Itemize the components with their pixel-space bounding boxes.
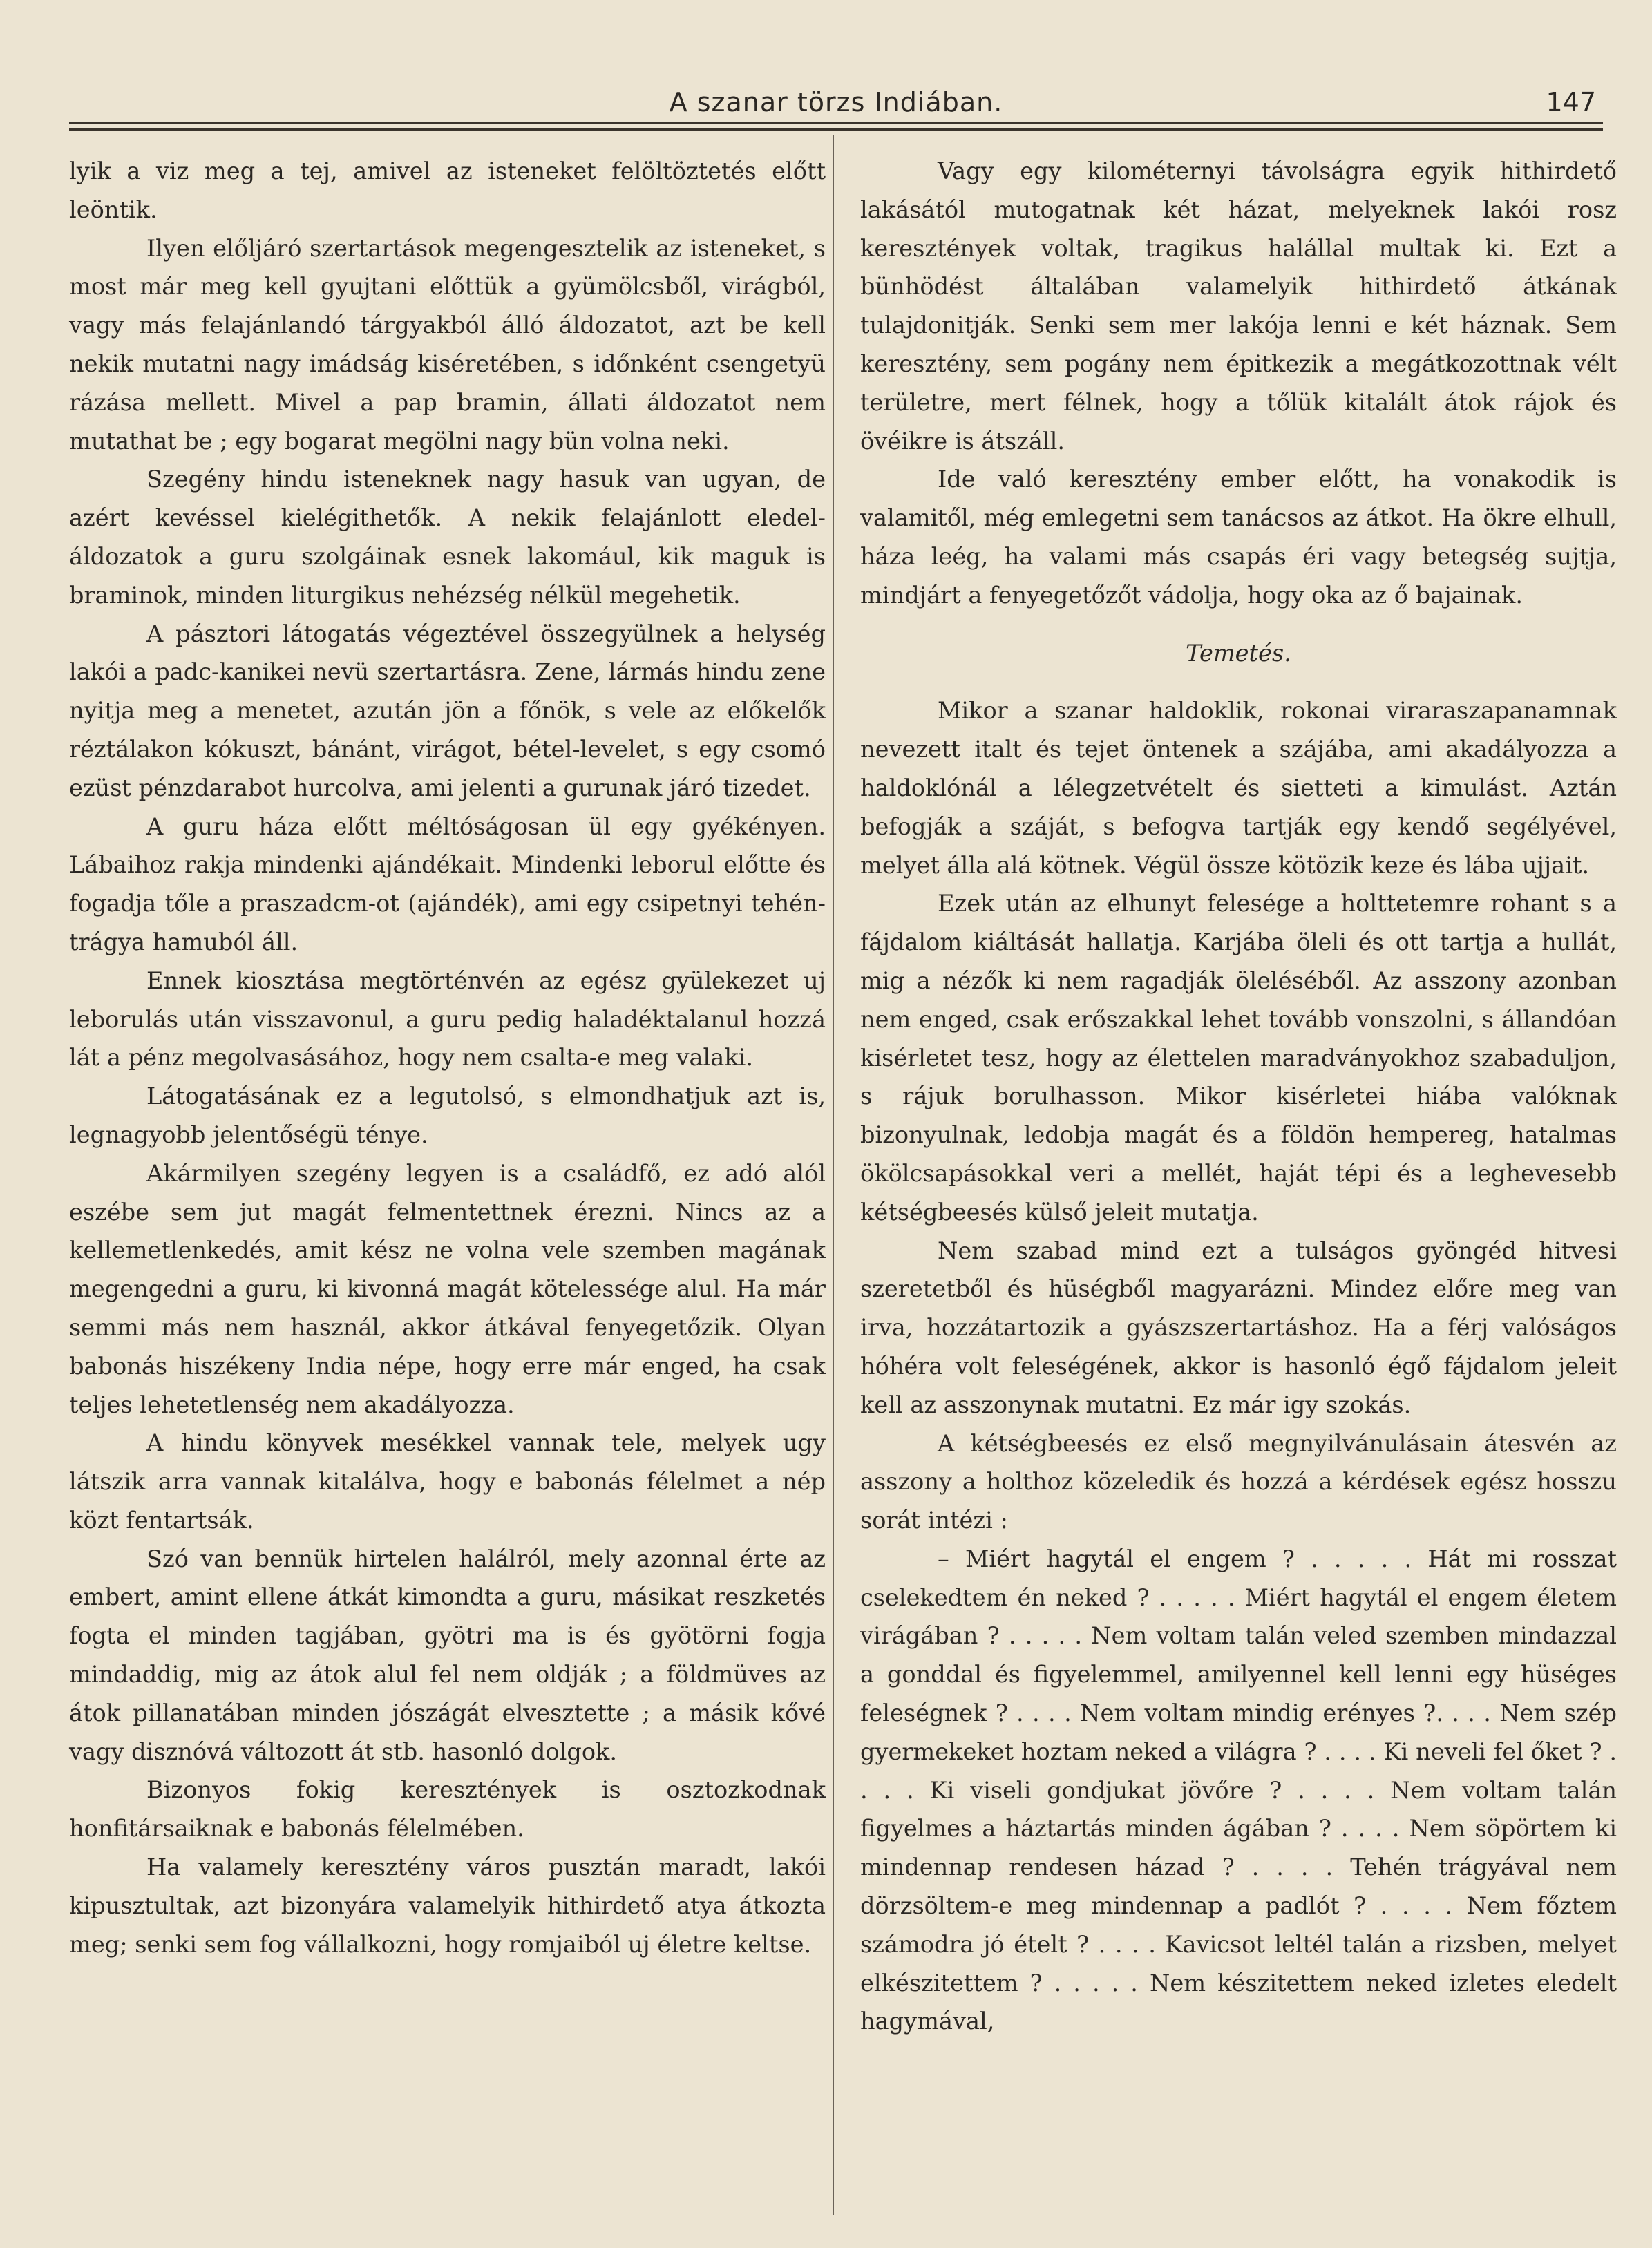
paragraph: – Miért hagytál el engem ? . . . . . Hát mi rosszat cselekedtem én neked ? . . . . . Miért hagytál el engem életem virágában ? . . . . . Nem voltam talán veled szemben mindazzal a gonddal és figyelemmel, amilyennel kell lenni egy hüséges feleségnek ? . . . . Nem voltam mindig erényes ?. . . . Nem szép gyermekeket hoztam neked a világra ? . . . . Ki neveli fel őket ? . . . . Ki viseli gondjukat jövőre ? . . . . Nem voltam talán figyelmes a háztartás minden ágában ? . . . . Nem söpörtem ki mindennap rendesen házad ? . . . . Tehén trágyával nem dörzsöltem-e meg mindennap a padlót ? . . . . Nem főztem számodra jó ételt ? . . . . Kavicsot leltél talán a rizsben, melyet elkészitettem ? . . . . . Nem készitettem neked izletes eledelt hagymával, [860, 1545, 1617, 2035]
paragraph: A kétségbeesés ez első megnyilvánulásain átesvén az asszony a holthoz közeledik és hozzá a kérdések egész hosszu sorát intézi : [860, 1429, 1617, 1534]
paragraph: Szó van bennük hirtelen halálról, mely azonnal érte az embert, amint ellene átkát kimondta a guru, másikat reszketés fogta el minden tagjában, gyötri ma is és gyötörni fogja mindaddig, mig az átok alul fel nem oldják ; a földmüves az átok pillanatában minden jószágát elvesztette ; a másik kővé vagy disznóvá változott át stb. hasonló dolgok. [69, 1545, 826, 1765]
paragraph: Akármilyen szegény legyen is a családfő, ez adó alól eszébe sem jut magát felmentettnek érezni. Nincs az a kellemetlenkedés, amit kész ne volna vele szemben magának megengedni a guru, ki kivonná magát kötelessége alul. Ha már semmi más nem használ, akkor átkával fenyegetőzik. Olyan babonás hiszékeny India népe, hogy erre már enged, ha csak teljes lehetetlenség nem akadályozza. [69, 1159, 826, 1418]
paragraph: Ilyen előljáró szertartások megengesztelik az isteneket, s most már meg kell gyujtani előttük a gyümölcsből, virágból, vagy más felajánlandó tárgyakból álló áldozatot, azt be kell nekik mutatni nagy imádság kiséretében, s időnként csengetyü rázása mellett. Mivel a pap bramin, állati áldozatot nem mutathat be ; egy bogarat megölni nagy bün volna neki. [69, 234, 826, 455]
paragraph: Mikor a szanar haldoklik, rokonai viraraszapanamnak nevezett italt és tejet öntenek a szájába, ami akadályozza a haldoklónál a lélegzetvételt és sietteti a kimulást. Aztán befogják a száját, s befogva tartják egy kendő segélyével, melyet álla alá kötnek. Végül össze kötözik keze és lába ujjait. [860, 697, 1617, 879]
header-rule-top [69, 122, 1603, 124]
paragraph: lyik a viz meg a tej, amivel az isteneket felöltöztetés előtt leöntik. [69, 158, 826, 223]
paragraph: Szegény hindu isteneknek nagy hasuk van ugyan, de azért kevéssel kielégithetők. A nekik felajánlott eledel-áldozatok a guru szolgáinak esnek lakomául, kik maguk is braminok, minden liturgikus nehézség nélkül megehetik. [69, 466, 826, 609]
paragraph: Ide való keresztény ember előtt, ha vonakodik is valamitől, még emlegetni sem tanácsos az átkot. Ha ökre elhull, háza leég, ha valami más csapás éri vagy betegség sujtja, mindjárt a fenyegetőzőt vádolja, hogy oka az ő bajainak. [860, 466, 1617, 609]
paragraph: Ha valamely keresztény város pusztán maradt, lakói kipusztultak, azt bizonyára valamelyik hithirdető atya átkozta meg; senki sem fog vállalkozni, hogy romjaiból uj életre keltse. [69, 1854, 826, 1958]
header-rule-bottom [69, 128, 1603, 131]
paragraph: A hindu könyvek mesékkel vannak tele, melyek ugy látszik arra vannak kitalálva, hogy e babonás félelmet a nép közt fentartsák. [69, 1429, 826, 1534]
paragraph: A guru háza előtt méltóságosan ül egy gyékényen. Lábaihoz rakja mindenki ajándékait. Mindenki leborul előtte és fogadja tőle a praszadcm-ot (ajándék), ami egy csipetnyi tehén-trágya hamuból áll. [69, 812, 826, 955]
section-heading: Temetés. [1186, 639, 1291, 667]
column-divider [833, 135, 834, 2215]
paragraph: Vagy egy kilométernyi távolságra egyik hithirdető lakásától mutogatnak két házat, melyeknek lakói rosz keresztények voltak, tragikus halállal multak ki. Ezt a bünhödést általában valamelyik hithirdető átkának tulajdonitják. Senki sem mer lakója lenni e két háznak. Sem keresztény, sem pogány nem épitkezik a megátkozottnak vélt területre, mert félnek, hogy a tőlük kitalált átok rájok és övéikre is átszáll. [860, 158, 1617, 455]
paragraph: A pásztori látogatás végeztével összegyülnek a helység lakói a padc-kanikei nevü szertartásra. Zene, lármás hindu zene nyitja meg a menetet, azután jön a főnök, s vele az előkelők réztálakon kókuszt, bánánt, virágot, bétel-levelet, s egy csomó ezüst pénzdarabot hurcolva, ami jelenti a gurunak járó tizedet. [69, 620, 826, 801]
paragraph: Bizonyos fokig keresztények is osztozkodnak honfitársaiknak e babonás félelmében. [69, 1776, 826, 1842]
page-header [69, 82, 1603, 123]
page-number: 147 [1546, 87, 1596, 117]
right-column [860, 152, 1617, 2041]
paragraph: Ezek után az elhunyt felesége a holttetemre rohant s a fájdalom kiáltását hallatja. Karjába öleli és ott tartja a hullát, mig a nézők ki nem ragadják öleléséből. Az asszony azonban nem enged, csak erőszakkal lehet tovább vonszolni, s állandóan kisérletet tesz, hogy az élettelen maradványokhoz szabaduljon, s rájuk borulhasson. Mikor kisérletei hiába valóknak bizonyulnak, ledobja magát és a földön hempereg, hatalmas ökölcsapásokkal veri a mellét, haját tépi és a leghevesebb kétségbeesés külső jeleit mutatja. [860, 890, 1617, 1226]
running-title: A szanar törzs Indiában. [669, 87, 1003, 117]
paragraph: Látogatásának ez a legutolsó, s elmondhatjuk azt is, legnagyobb jelentőségü ténye. [69, 1083, 826, 1148]
paragraph: Nem szabad mind ezt a tulságos gyöngéd hitvesi szeretetből és hüségből magyarázni. Mindez előre meg van irva, hozzátartozik a gyászszertartáshoz. Ha a férj valóságos hóhéra volt feleségének, akkor is hasonló égő fájdalom jeleit kell az asszonynak mutatni. Ez már igy szokás. [860, 1237, 1617, 1418]
paragraph: Ennek kiosztása megtörténvén az egész gyülekezet uj leborulás után visszavonul, a guru pedig haladéktalanul hozzá lát a pénz megolvasásához, hogy nem csalta-e meg valaki. [69, 966, 826, 1071]
left-column [69, 152, 826, 1963]
